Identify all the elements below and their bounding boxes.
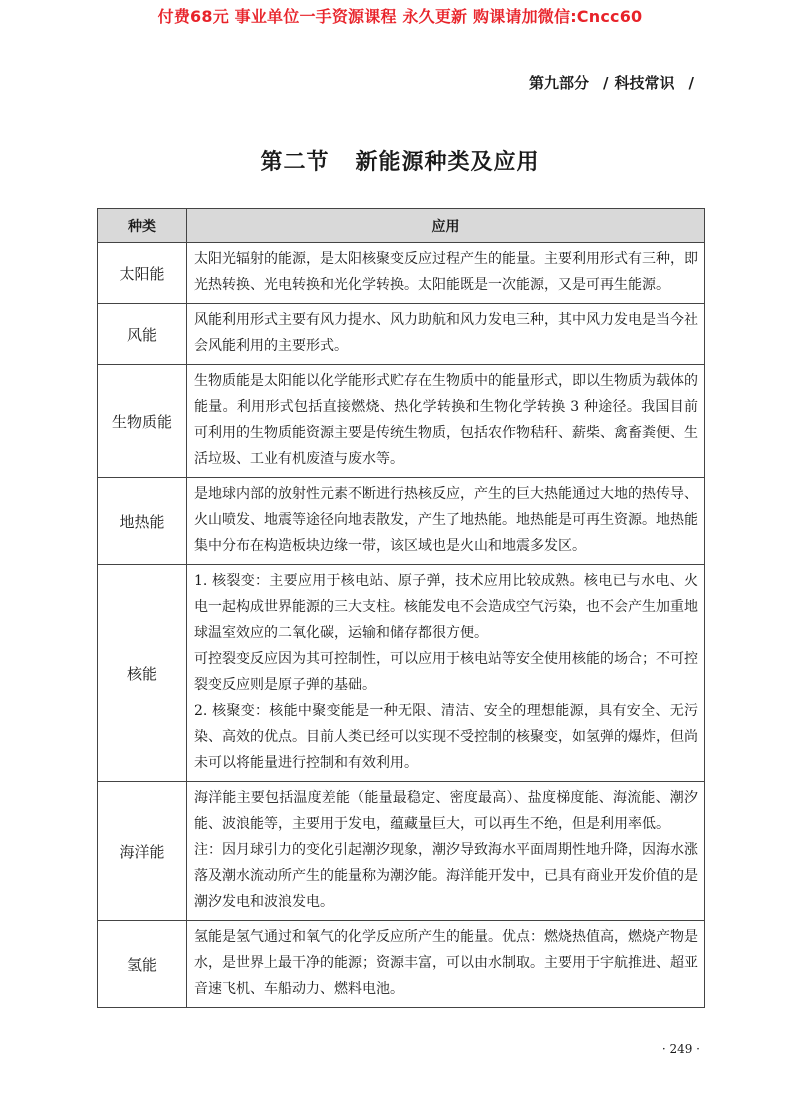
application-paragraph: 可控裂变反应因为其可控制性，可以应用于核电站等安全使用核能的场合；不可控裂变反应则是原子弹的基础。 <box>194 651 698 693</box>
table-row <box>98 565 705 782</box>
application-paragraph: 氢能是氢气通过和氧气的化学反应所产生的能量。优点：燃烧热值高，燃烧产物是水，是世界上最干净的能源；资源丰富，可以由水制取。主要用于宇航推进、超亚音速飞机、车船动力、燃料电池。 <box>194 929 698 997</box>
energy-kind-cell: 地热能 <box>98 478 187 565</box>
section-title <box>0 145 800 176</box>
section-number: 第二节 <box>260 150 330 175</box>
table-row <box>98 365 705 478</box>
table-row <box>98 478 705 565</box>
table-row <box>98 921 705 1008</box>
application-paragraph: 2. 核聚变：核能中聚变能是一种无限、清洁、安全的理想能源，具有安全、无污染、高效的优点。目前人类已经可以实现不受控制的核聚变，如氢弹的爆炸，但尚未可以将能量进行控制和有效利用。 <box>194 703 698 771</box>
column-header-application: 应用 <box>187 209 705 243</box>
table-row <box>98 243 705 304</box>
application-paragraph: 太阳光辐射的能源，是太阳核聚变反应过程产生的能量。主要利用形式有三种，即光热转换、光电转换和光化学转换。太阳能既是一次能源，又是可再生能源。 <box>194 251 698 293</box>
energy-application-cell <box>187 304 705 365</box>
part-label: 第九部分 <box>529 74 590 92</box>
application-paragraph: 海洋能主要包括温度差能（能量最稳定、密度最高）、盐度梯度能、海流能、潮汐能、波浪能等，主要用于发电，蕴藏量巨大，可以再生不绝，但是利用率低。 <box>194 790 698 832</box>
energy-kind-cell: 风能 <box>98 304 187 365</box>
energy-kind-cell: 核能 <box>98 565 187 782</box>
watermark-banner: 付费68元 事业单位一手资源课程 永久更新 购课请加微信:Cncc60 <box>157 7 643 26</box>
application-paragraph: 风能利用形式主要有风力提水、风力助航和风力发电三种，其中风力发电是当今社会风能利用的主要形式。 <box>194 312 698 354</box>
header-separator: / <box>603 74 609 92</box>
header-separator: / <box>688 74 694 92</box>
energy-application-cell <box>187 478 705 565</box>
energy-application-cell <box>187 565 705 782</box>
application-paragraph: 是地球内部的放射性元素不断进行热核反应，产生的巨大热能通过大地的热传导、火山喷发、地震等途径向地表散发，产生了地热能。地热能是可再生资源。地热能集中分布在构造板块边缘一带，该区域也是火山和地震多发区。 <box>194 486 698 554</box>
table-header-row <box>98 209 705 243</box>
energy-kind-cell: 海洋能 <box>98 782 187 921</box>
energy-application-cell <box>187 365 705 478</box>
application-paragraph: 生物质能是太阳能以化学能形式贮存在生物质中的能量形式，即以生物质为载体的能量。利用形式包括直接燃烧、热化学转换和生物化学转换 3 种途径。我国目前可利用的生物质能资源主要是传统生物质，包括农作物秸秆、薪柴、禽畜粪便、生活垃圾、工业有机废渣与废水等。 <box>194 373 698 467</box>
application-paragraph: 1. 核裂变：主要应用于核电站、原子弹，技术应用比较成熟。核电已与水电、火电一起构成世界能源的三大支柱。核能发电不会造成空气污染，也不会产生加重地球温室效应的二氧化碳，运输和储存都很方便。 <box>194 573 698 641</box>
table-row <box>98 304 705 365</box>
subject-label: 科技常识 <box>614 74 675 92</box>
energy-application-cell <box>187 243 705 304</box>
energy-kind-cell: 生物质能 <box>98 365 187 478</box>
column-header-kind: 种类 <box>98 209 187 243</box>
energy-kind-cell: 太阳能 <box>98 243 187 304</box>
energy-application-cell <box>187 782 705 921</box>
energy-application-cell <box>187 921 705 1008</box>
running-header <box>529 72 700 93</box>
table-row <box>98 782 705 921</box>
energy-kind-cell: 氢能 <box>98 921 187 1008</box>
application-paragraph: 注：因月球引力的变化引起潮汐现象，潮汐导致海水平面周期性地升降，因海水涨落及潮水流动所产生的能量称为潮汐能。海洋能开发中，已具有商业开发价值的是潮汐发电和波浪发电。 <box>194 842 698 910</box>
page-number: · 249 · <box>661 1042 700 1056</box>
table-body <box>98 243 705 1008</box>
section-heading: 新能源种类及应用 <box>355 150 540 175</box>
energy-table <box>97 208 705 1008</box>
